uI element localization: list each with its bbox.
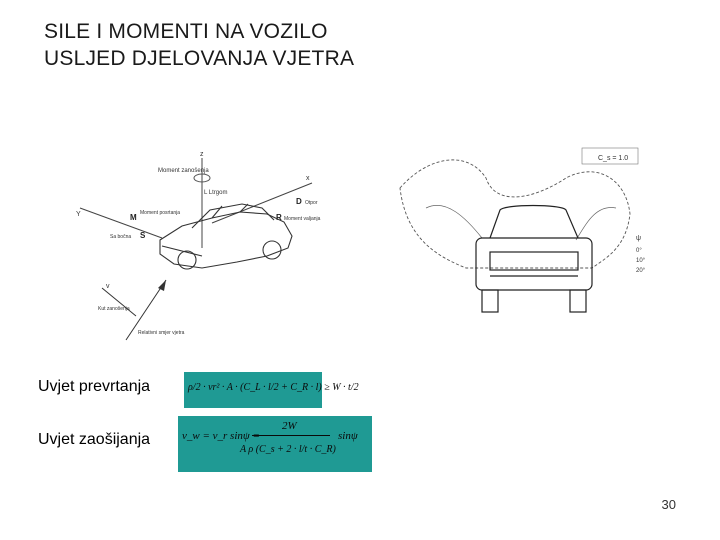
kut-zanosenja-label: Kut zanošenja [98, 306, 130, 312]
v-label: v [106, 283, 110, 290]
y-label: Y [76, 211, 81, 218]
page-number: 30 [661, 497, 676, 512]
car-forces-figure [62, 128, 382, 356]
legend-0: 0° [636, 248, 642, 254]
x-label: x [306, 175, 310, 182]
overturn-condition-label: Uvjet prevrtanja [38, 378, 151, 395]
title-line-2: USLJED DJELOVANJA VJETRA [44, 47, 355, 70]
cs-label: C_s = 1.0 [598, 155, 629, 162]
legend-20: 20° [636, 268, 646, 274]
skid-condition-label: Uvjet zaošijanja [38, 431, 151, 448]
car-front-drawing [476, 206, 592, 313]
moment-posrtanja-label: Moment posrtanja [140, 210, 181, 216]
d-note: Otpor [305, 200, 318, 206]
s-note: Sa bočna [110, 234, 132, 240]
skid-formula-fraction-bar [252, 435, 330, 436]
pressure-line-right [576, 207, 616, 240]
r-label: R [276, 213, 282, 222]
moment-zanosenja-label: Moment zanošenja [158, 168, 209, 174]
legend-psi: ψ [636, 235, 641, 242]
skid-formula-lhs: v_w = v_r sinψ = [182, 430, 260, 442]
r-note: Moment valjanja [284, 216, 321, 222]
skid-formula-denominator: A ρ (C_s + 2 · l/t · C_R) [240, 444, 336, 455]
s-label: S [140, 231, 146, 240]
l-trgom-label: L Ltrgom [204, 190, 228, 196]
title-line-1: SILE I MOMENTI NA VOZILO [44, 20, 328, 43]
d-label: D [296, 197, 302, 206]
relativni-smjer-label: Relativni smjer vjetra [138, 330, 185, 336]
m-label: M [130, 213, 137, 222]
skid-formula-rhs: sinψ [338, 430, 358, 442]
pressure-line-left [426, 205, 482, 238]
skid-formula-numerator: 2W [282, 420, 297, 432]
pressure-distribution-figure [386, 128, 670, 342]
legend-10: 10° [636, 258, 646, 264]
overturn-formula-text: ρ/2 · vr² · A · (C_L · l/2 + C_R · l) ≥ W · t/2 [188, 382, 359, 393]
overturn-formula [184, 372, 359, 408]
z-label: z [200, 151, 204, 158]
slide-title [44, 18, 354, 72]
skid-formula [178, 416, 372, 472]
